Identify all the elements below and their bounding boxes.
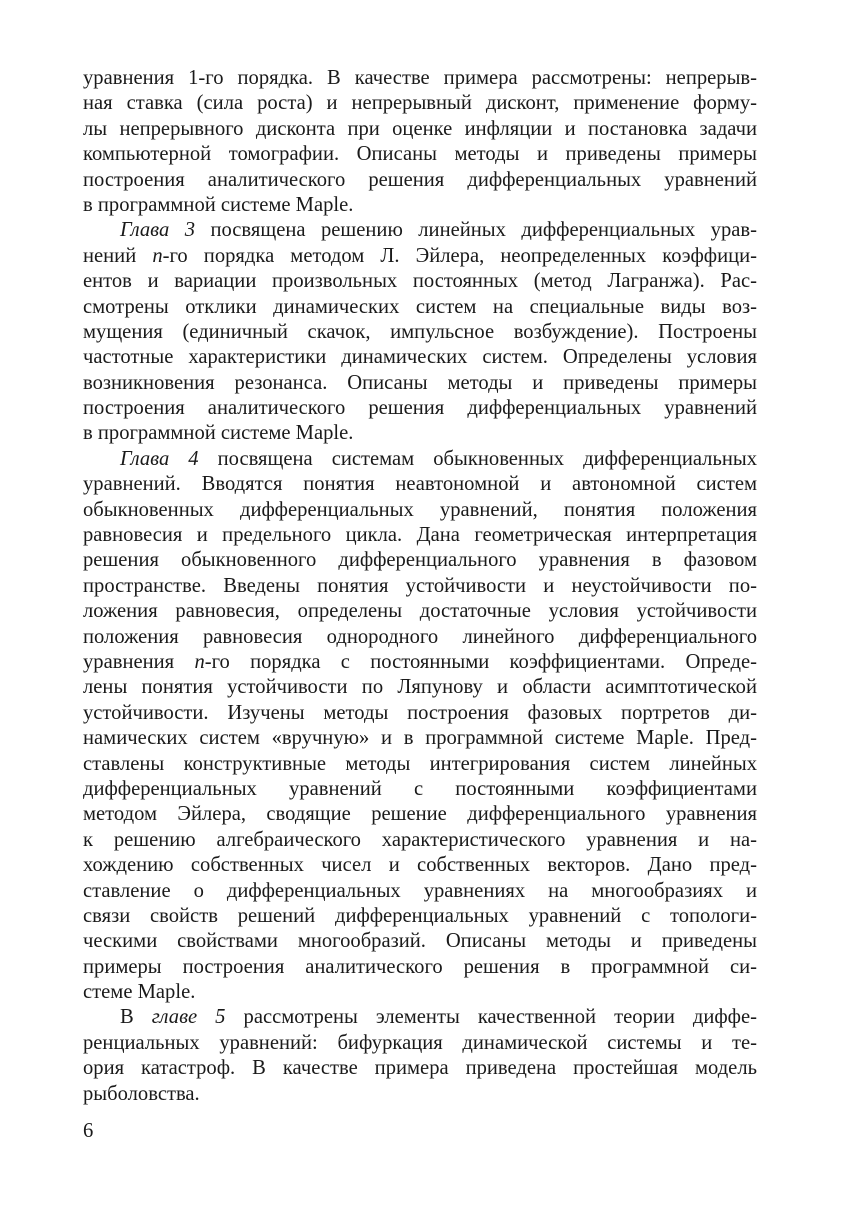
text-run: рыболовства. (83, 1082, 200, 1105)
text-run: стеме Maple. (83, 981, 196, 1004)
paragraph-chapter-5 (83, 1005, 757, 1107)
text-run: лены понятия устойчивости по Ляпунову и области асимптотической (83, 676, 757, 699)
text-run: -го порядка методом Л. Эйлера, неопределенных коэффици- (162, 244, 758, 267)
italic-text: главе 5 (151, 1006, 226, 1029)
text-line (83, 625, 757, 650)
text-line (83, 421, 757, 446)
text-line (83, 980, 757, 1005)
text-line (83, 117, 757, 142)
text-line (83, 345, 757, 370)
text-run: ставлены конструктивные методы интегрирования систем линейных (83, 752, 757, 775)
text-line (83, 320, 757, 345)
text-run: смотрены отклики динамических систем на специальные виды воз- (83, 295, 757, 318)
text-line (83, 853, 757, 878)
text-line (83, 548, 757, 573)
italic-text: n (152, 244, 163, 267)
text-line (83, 498, 757, 523)
text-run: ложения равновесия, определены достаточные условия устойчивости (83, 600, 757, 623)
text-line (83, 701, 757, 726)
text-run: частотные характеристики динамических систем. Определены условия (83, 346, 757, 369)
text-run: хождению собственных чисел и собственных векторов. Дано пред- (83, 854, 757, 877)
text-run: рассмотрены элементы качественной теории диффе- (225, 1006, 757, 1029)
text-line (83, 802, 757, 827)
text-line (83, 396, 757, 421)
text-line (83, 777, 757, 802)
text-run: мущения (единичный скачок, импульсное возбуждение). Построены (83, 320, 757, 343)
text-run: построения аналитического решения дифференциальных уравнений (83, 168, 757, 191)
text-line (83, 650, 757, 675)
text-line (83, 269, 757, 294)
text-line (83, 142, 757, 167)
text-run: устойчивости. Изучены методы построения фазовых портретов ди- (83, 701, 757, 724)
text-line (83, 752, 757, 777)
text-run: посвящена решению линейных дифференциальных урав- (195, 219, 757, 242)
paragraph-chapter-2-summary (83, 66, 757, 218)
text-line (83, 1082, 757, 1107)
text-line (83, 523, 757, 548)
text-run: ная ставка (сила роста) и непрерывный дисконт, применение форму- (83, 92, 757, 115)
text-run: -го порядка с постоянными коэффициентами. Опреде- (204, 650, 757, 673)
text-line (83, 168, 757, 193)
text-run: положения равновесия однородного линейного дифференциального (83, 625, 757, 648)
text-run: нений (83, 244, 153, 267)
document-body (83, 66, 757, 1107)
text-line (83, 879, 757, 904)
text-run: возникновения резонанса. Описаны методы и приведены примеры (83, 371, 757, 394)
paragraph-chapter-3 (83, 218, 757, 447)
text-line (83, 472, 757, 497)
text-run: уравнений. Вводятся понятия неавтономной и автономной систем (83, 473, 757, 496)
text-run: решения обыкновенного дифференциального уравнения в фазовом (83, 549, 757, 572)
italic-text: n (194, 650, 205, 673)
text-run: В (120, 1006, 152, 1029)
text-run: построения аналитического решения дифференциальных уравнений (83, 397, 757, 420)
text-line (83, 828, 757, 853)
text-run: примеры построения аналитического решения в программной си- (83, 955, 757, 978)
text-run: ческими свойствами многообразий. Описаны методы и приведены (83, 930, 757, 953)
text-line (83, 218, 757, 243)
text-line (83, 193, 757, 218)
text-run: посвящена системам обыкновенных дифференциальных (198, 447, 757, 470)
text-run: намических систем «вручную» и в программной системе Maple. Пред- (83, 727, 757, 750)
paragraph-chapter-4 (83, 447, 757, 1006)
text-line (83, 1031, 757, 1056)
text-line (83, 599, 757, 624)
text-run: к решению алгебраического характеристического уравнения и на- (83, 828, 757, 851)
text-run: ренциальных уравнений: бифуркация динамической системы и те- (83, 1031, 757, 1054)
text-line (83, 1056, 757, 1081)
page-number: 6 (83, 1120, 94, 1142)
italic-text: Глава 3 (120, 219, 195, 242)
text-run: обыкновенных дифференциальных уравнений, понятия положения (83, 498, 757, 521)
italic-text: Глава 4 (120, 447, 199, 470)
text-run: равновесия и предельного цикла. Дана геометрическая интерпретация (83, 524, 757, 547)
text-line (83, 371, 757, 396)
text-line (83, 929, 757, 954)
text-run: лы непрерывного дисконта при оценке инфляции и постановка задачи (83, 117, 757, 140)
text-line (83, 244, 757, 269)
text-run: дифференциальных уравнений с постоянными коэффициентами (83, 777, 757, 800)
text-line (83, 91, 757, 116)
text-run: уравнения (83, 650, 195, 673)
text-run: в программной системе Maple. (83, 422, 354, 445)
text-run: методом Эйлера, сводящие решение дифференциального уравнения (83, 803, 757, 826)
text-line (83, 447, 757, 472)
text-run: в программной системе Maple. (83, 193, 354, 216)
text-line (83, 574, 757, 599)
text-line (83, 295, 757, 320)
text-line (83, 955, 757, 980)
text-run: компьютерной томографии. Описаны методы и приведены примеры (83, 143, 757, 166)
text-line (83, 1005, 757, 1030)
text-line (83, 66, 757, 91)
text-run: уравнения 1-го порядка. В качестве примера рассмотрены: непрерыв- (83, 67, 757, 89)
text-line (83, 675, 757, 700)
text-run: связи свойств решений дифференциальных уравнений с топологи- (83, 904, 757, 927)
text-run: ставление о дифференциальных уравнениях на многообразиях и (83, 879, 757, 902)
text-run: ентов и вариации произвольных постоянных (метод Лагранжа). Рас- (83, 270, 757, 293)
text-line (83, 726, 757, 751)
text-line (83, 904, 757, 929)
text-run: ория катастроф. В качестве примера приведена простейшая модель (83, 1057, 757, 1080)
text-run: пространстве. Введены понятия устойчивости и неустойчивости по- (83, 574, 757, 597)
